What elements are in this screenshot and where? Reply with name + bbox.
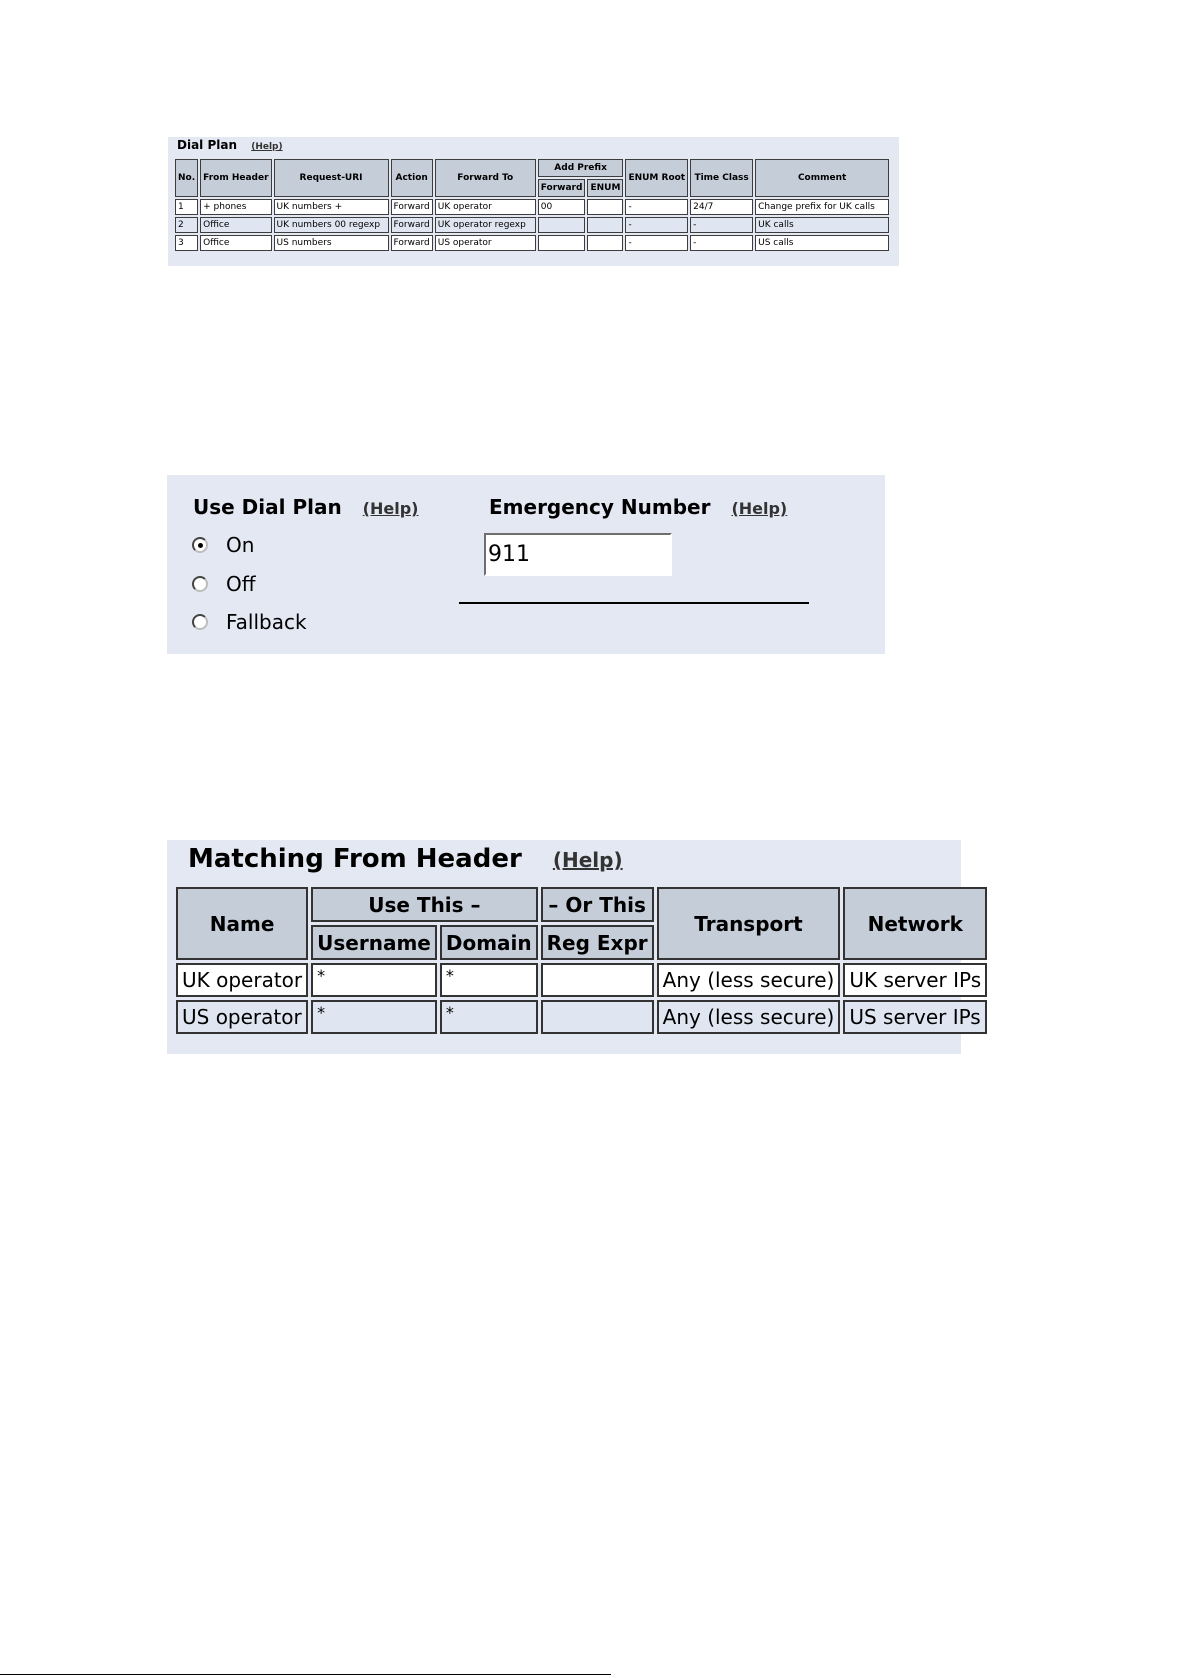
radio-option-on[interactable]: [192, 530, 254, 560]
dial-plan-help-link[interactable]: (Help): [251, 142, 283, 152]
col-header-use-this: Use This –: [311, 887, 538, 922]
table-row[interactable]: [175, 199, 889, 215]
col-header-prefix-enum: ENUM: [587, 179, 623, 197]
cell-action: Forward: [391, 199, 433, 215]
cell-transport: Any (less secure): [657, 1000, 841, 1034]
radio-off[interactable]: [192, 576, 208, 592]
cell-prefix-enum: [587, 199, 623, 215]
col-header-network: Network: [843, 887, 987, 960]
cell-domain: *: [440, 963, 538, 997]
use-dial-plan-panel: [167, 475, 885, 654]
cell-prefix-forward: [538, 217, 586, 233]
col-header-action: Action: [391, 159, 433, 197]
cell-from-header: Office: [200, 217, 271, 233]
radio-option-fallback[interactable]: [192, 607, 307, 637]
emergency-number-input[interactable]: [484, 533, 672, 576]
cell-forward-to: US operator: [435, 235, 536, 251]
cell-reg-expr: [541, 1000, 654, 1034]
cell-comment: US calls: [755, 235, 889, 251]
col-header-or-this: – Or This: [541, 887, 654, 922]
cell-action: Forward: [391, 217, 433, 233]
cell-enum-root: -: [625, 235, 688, 251]
col-header-username: Username: [311, 925, 437, 960]
col-header-name: Name: [176, 887, 308, 960]
emergency-number-title-text: Emergency Number: [489, 495, 711, 519]
cell-request-uri: US numbers: [274, 235, 389, 251]
col-header-enum-root: ENUM Root: [625, 159, 688, 197]
col-header-prefix-forward: Forward: [538, 179, 586, 197]
col-header-no: No.: [175, 159, 198, 197]
cell-name: UK operator: [176, 963, 308, 997]
use-dial-plan-title-text: Use Dial Plan: [193, 495, 342, 519]
cell-enum-root: -: [625, 217, 688, 233]
matching-from-header-title-text: Matching From Header: [188, 844, 522, 874]
matching-from-header-help-link[interactable]: (Help): [552, 848, 623, 872]
use-dial-plan-title: [193, 495, 418, 519]
cell-domain: *: [440, 1000, 538, 1034]
emergency-number-help-link[interactable]: (Help): [731, 499, 788, 518]
cell-transport: Any (less secure): [657, 963, 841, 997]
dial-plan-panel: [168, 137, 899, 266]
cell-network: US server IPs: [843, 1000, 987, 1034]
cell-no: 3: [175, 235, 198, 251]
col-header-time-class: Time Class: [690, 159, 753, 197]
col-header-forward-to: Forward To: [435, 159, 536, 197]
radio-off-label: Off: [226, 572, 256, 596]
cell-comment: UK calls: [755, 217, 889, 233]
cell-from-header: + phones: [200, 199, 271, 215]
cell-forward-to: UK operator: [435, 199, 536, 215]
footer-divider: [0, 1674, 611, 1675]
cell-prefix-forward: [538, 235, 586, 251]
cell-network: UK server IPs: [843, 963, 987, 997]
radio-on-label: On: [226, 533, 255, 557]
cell-username: *: [311, 1000, 437, 1034]
dial-plan-title: [177, 138, 283, 152]
cell-no: 2: [175, 217, 198, 233]
cell-no: 1: [175, 199, 198, 215]
col-header-domain: Domain: [440, 925, 538, 960]
cell-request-uri: UK numbers 00 regexp: [274, 217, 389, 233]
dial-plan-title-text: Dial Plan: [177, 138, 238, 152]
col-header-comment: Comment: [755, 159, 889, 197]
cell-time-class: 24/7: [690, 199, 753, 215]
cell-prefix-enum: [587, 217, 623, 233]
cell-username: *: [311, 963, 437, 997]
cell-from-header: Office: [200, 235, 271, 251]
use-dial-plan-help-link[interactable]: (Help): [362, 499, 419, 518]
col-header-reg-expr: Reg Expr: [541, 925, 654, 960]
radio-fallback-label: Fallback: [226, 610, 307, 634]
cell-time-class: -: [690, 235, 753, 251]
table-row[interactable]: [176, 1000, 987, 1034]
matching-from-header-table: [173, 884, 990, 1037]
radio-on[interactable]: [192, 537, 208, 553]
table-row[interactable]: [175, 217, 889, 233]
cell-reg-expr: [541, 963, 654, 997]
cell-request-uri: UK numbers +: [274, 199, 389, 215]
matching-from-header-panel: [167, 840, 982, 1054]
cell-enum-root: -: [625, 199, 688, 215]
divider: [459, 602, 809, 604]
cell-prefix-enum: [587, 235, 623, 251]
cell-name: US operator: [176, 1000, 308, 1034]
cell-prefix-forward: 00: [538, 199, 586, 215]
table-row[interactable]: [176, 963, 987, 997]
radio-option-off[interactable]: [192, 569, 256, 599]
matching-from-header-title: [188, 844, 623, 874]
emergency-number-title: [489, 495, 787, 519]
col-header-from-header: From Header: [200, 159, 271, 197]
cell-forward-to: UK operator regexp: [435, 217, 536, 233]
cell-time-class: -: [690, 217, 753, 233]
cell-comment: Change prefix for UK calls: [755, 199, 889, 215]
col-header-transport: Transport: [657, 887, 841, 960]
dial-plan-table: [173, 157, 891, 253]
table-row[interactable]: [175, 235, 889, 251]
cell-action: Forward: [391, 235, 433, 251]
col-header-request-uri: Request-URI: [274, 159, 389, 197]
col-header-add-prefix: Add Prefix: [538, 159, 624, 177]
radio-fallback[interactable]: [192, 614, 208, 630]
